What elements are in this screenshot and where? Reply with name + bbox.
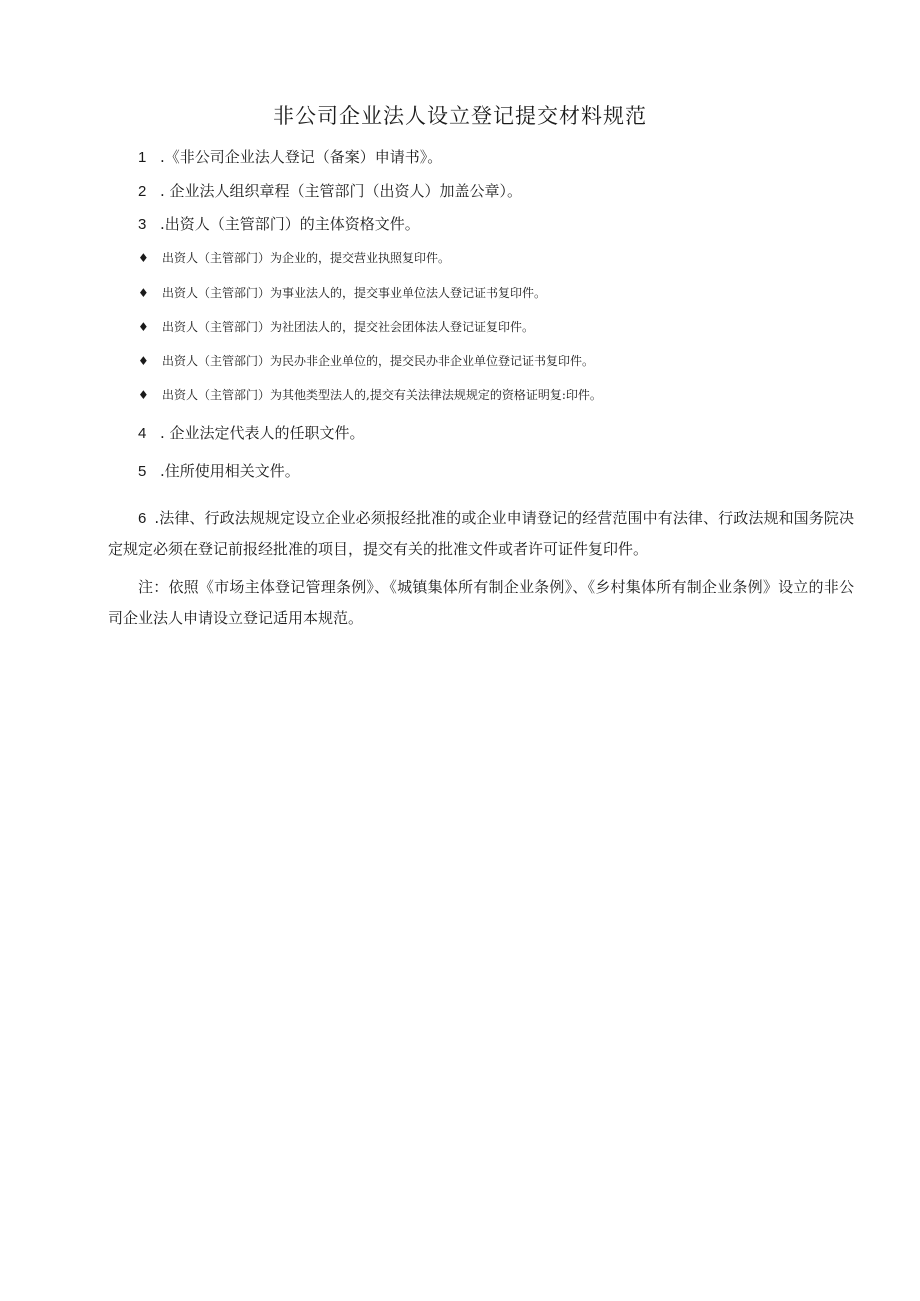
bullet-text: 出资人（主管部门）为其他类型法人的,提交有关法律法规规定的资格证明复:印件。 <box>162 388 602 402</box>
item-text: . 企业法定代表人的任职文件。 <box>160 424 365 442</box>
bullet-text: 出资人（主管部门）为企业的，提交营业执照复印件。 <box>162 251 451 265</box>
diamond-bullet-icon: ♦ <box>138 320 149 334</box>
item-number: 6 <box>138 510 147 527</box>
bullet-text: 出资人（主管部门）为事业法人的，提交事业单位法人登记证书复印件。 <box>162 286 547 300</box>
bullet-item <box>138 386 602 403</box>
bullet-item <box>138 352 594 369</box>
list-item <box>138 460 300 481</box>
item-6-paragraph <box>108 503 854 565</box>
list-item <box>138 422 365 443</box>
diamond-bullet-icon: ♦ <box>138 354 149 368</box>
item-text: . 企业法人组织章程（主管部门（出资人）加盖公章）。 <box>160 182 523 200</box>
bullet-item <box>138 284 546 301</box>
list-item <box>138 213 420 234</box>
bullet-text: 出资人（主管部门）为社团法人的，提交社会团体法人登记证复印件。 <box>162 320 535 334</box>
document-title: 非公司企业法人设立登记提交材料规范 <box>273 104 647 128</box>
diamond-bullet-icon: ♦ <box>138 286 149 300</box>
diamond-bullet-icon: ♦ <box>138 251 149 265</box>
item-number: 2 <box>138 183 147 200</box>
item-text: .《非公司企业法人登记（备案）申请书》。 <box>160 148 443 166</box>
item-number: 1 <box>138 149 147 166</box>
bullet-text: 出资人（主管部门）为民办非企业单位的，提交民办非企业单位登记证书复印件。 <box>162 354 595 368</box>
item-number: 3 <box>138 216 147 233</box>
list-item <box>138 146 442 167</box>
note-paragraph: 注：依照《市场主体登记管理条例》、《城镇集体所有制企业条例》、《乡村集体所有制企业条例》设立的非公司企业法人申请设立登记适用本规范。 <box>108 578 854 627</box>
item-text: .住所使用相关文件。 <box>160 462 300 480</box>
item-number: 5 <box>138 463 147 480</box>
bullet-item <box>138 249 450 266</box>
list-item <box>138 180 522 201</box>
item-number: 4 <box>138 425 147 442</box>
item-text: .出资人（主管部门）的主体资格文件。 <box>160 215 420 233</box>
bullet-item <box>138 318 534 335</box>
item-text: .法律、行政法规规定设立企业必须报经批准的或企业申请登记的经营范围中有法律、行政法规和国务院决定规定必须在登记前报经批准的项目，提交有关的批准文件或者许可证件复印件。 <box>108 509 854 558</box>
diamond-bullet-icon: ♦ <box>138 388 149 402</box>
